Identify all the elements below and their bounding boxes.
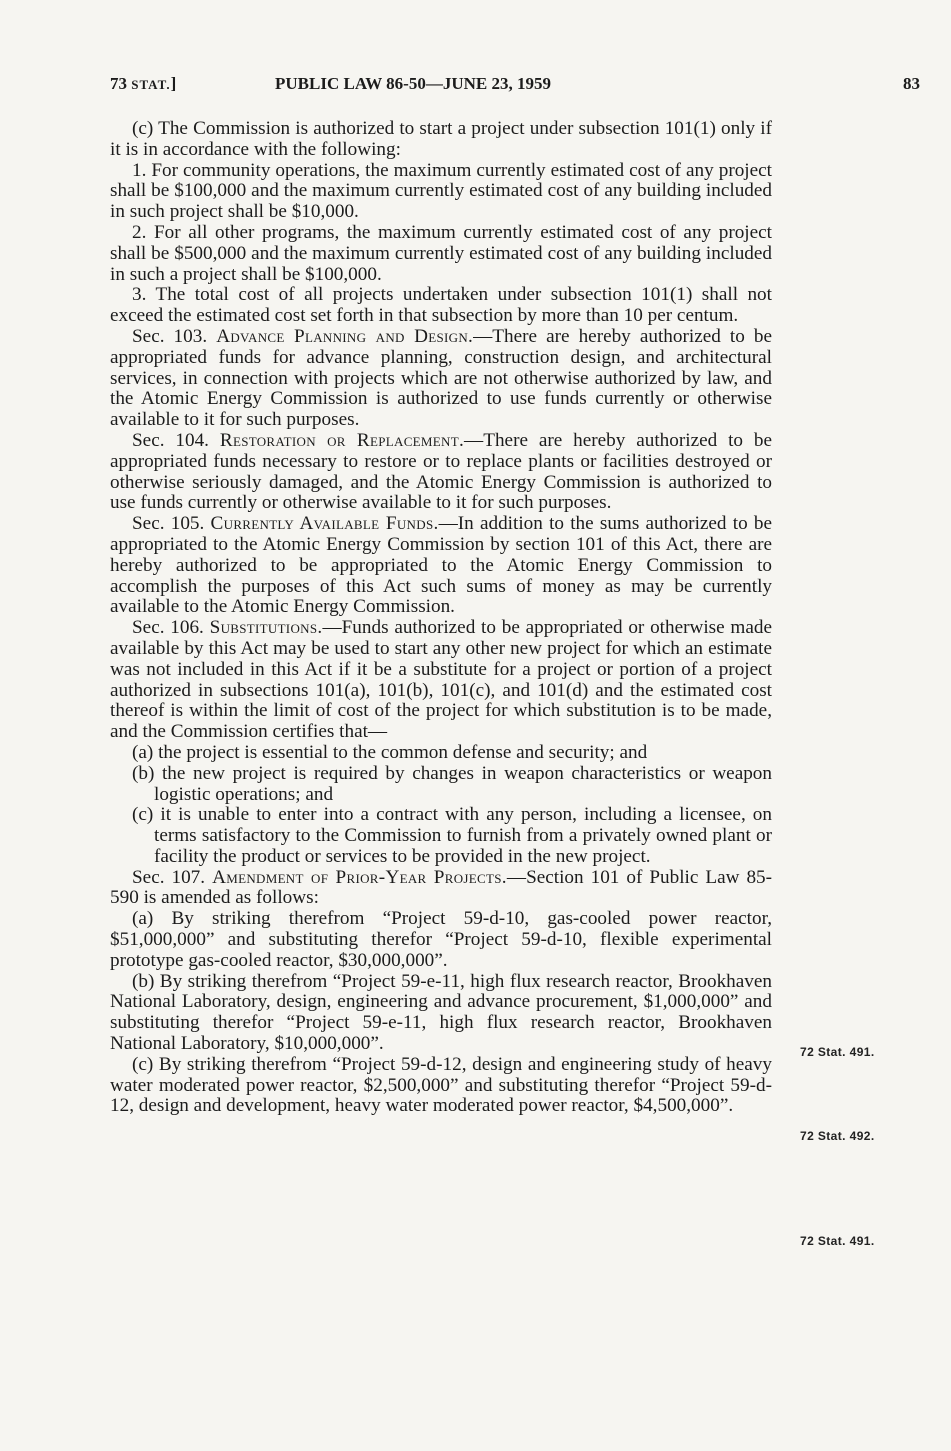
section-107-clause-b: (b) By striking therefrom “Project 59-e-11, high flux research reactor, Brookhaven National Laboratory, design, engineering and advance procurement, $1,000,000” and substituting therefor “Project 59-e-11, high flux research reactor, Brookhaven National Laboratory, $10,000,000”.	[110, 970, 772, 1055]
margin-note-stat: 72 Stat. 492.	[800, 1129, 875, 1143]
statute-citation	[110, 74, 176, 94]
section-107	[110, 868, 772, 910]
section-106-text: —Funds authorized to be appropriated or otherwise made available by this Act may be used to start any other new project for which an estimate was not included in this Act if it be a substitute for a project or portion of a project authorized in subsections 101(a), 101(b), 101(c), and 101(d) and the estimated cost thereof is within the limit of cost of the project for which substitution is to be made, and the Commission certifies that—	[110, 617, 772, 743]
section-106-heading: Substitutions.	[209, 617, 323, 639]
section-103-number: Sec. 103.	[132, 325, 208, 347]
stat-volume: 73	[110, 74, 127, 93]
section-106	[110, 618, 772, 743]
margin-note-stat: 72 Stat. 491.	[800, 1045, 875, 1059]
section-106-clause-b: (b) the new project is required by changes in weapon characteristics or weapon logistic operations; and	[132, 762, 772, 805]
section-103	[110, 327, 772, 431]
section-106-number: Sec. 106.	[132, 617, 204, 639]
paragraph-item-3: 3. The total cost of all projects undertaken under subsection 101(1) shall not exceed the estimated cost set forth in that subsection by more than 10 per centum.	[110, 284, 772, 327]
section-106-clause-a: (a) the project is essential to the common defense and security; and	[132, 741, 648, 763]
stat-bracket: ]	[170, 74, 177, 93]
page-title: PUBLIC LAW 86-50—JUNE 23, 1959	[275, 74, 551, 93]
stat-label: STAT.	[131, 77, 171, 92]
section-107-clause-c: (c) By striking therefrom “Project 59-d-12, design and engineering study of heavy water moderated power reactor, $2,500,000” and substituting therefor “Project 59-d-12, design and development, heavy water moderated power reactor, $4,500,000”.	[110, 1053, 772, 1117]
section-107-number: Sec. 107.	[132, 866, 206, 888]
section-105-number: Sec. 105.	[132, 513, 205, 535]
section-104-text: —There are hereby authorized to be appropriated funds necessary to restore or to replace plants or facilities destroyed or otherwise seriously damaged, and the Atomic Energy Commission is authorized to use funds currently or otherwise available to it for such purposes.	[110, 429, 772, 514]
section-105-text: —In addition to the sums authorized to be appropriated to the Atomic Energy Commission by section 101 of this Act, there are hereby authorized to be appropriated to the Atomic Energy Commission to accomplish the purposes of this Act such sums of money as may be currently available to the Atomic Energy Commission.	[110, 513, 772, 618]
section-105	[110, 514, 772, 618]
margin-note-stat: 72 Stat. 491.	[800, 1234, 875, 1248]
body-text	[110, 119, 772, 1117]
paragraph-c: (c) The Commission is authorized to start a project under subsection 101(1) only if it is in accordance with the following:	[110, 118, 772, 160]
section-103-text: —There are hereby authorized to be appropriated funds for advance planning, construction design, and architectural services, in connection with projects which are not otherwise authorized by law, and the Atomic Energy Commission is authorized to use funds currently or otherwise available to it for such purposes.	[110, 325, 772, 431]
page-number: 83	[903, 74, 920, 93]
running-head	[110, 74, 920, 100]
section-107-text: —Section 101 of Public Law 85-590 is amended as follows:	[110, 866, 773, 909]
section-106-clause-c: (c) it is unable to enter into a contract with any person, including a licensee, on terms satisfactory to the Commission to furnish from a privately owned plant or facility the product or services to be provided in the new project.	[132, 804, 772, 867]
section-103-heading: Advance Planning and Design.	[216, 325, 474, 347]
section-104-heading: Restoration or Replacement.	[219, 429, 465, 451]
section-107-clause-a: (a) By striking therefrom “Project 59-d-10, gas-cooled power reactor, $51,000,000” and substituting therefor “Project 59-d-10, flexible experimental prototype gas-cooled reactor, $30,000,000”.	[110, 908, 772, 971]
section-107-heading: Amendment of Prior-Year Projects.	[212, 866, 507, 888]
paragraph-item-1: 1. For community operations, the maximum currently estimated cost of any project shall be $100,000 and the maximum currently estimated cost of any building included in such project shall be $10,000.	[110, 159, 772, 223]
section-105-heading: Currently Available Funds.	[210, 513, 439, 535]
section-104	[110, 431, 772, 514]
paragraph-item-2: 2. For all other programs, the maximum currently estimated cost of any project shall be $500,000 and the maximum currently estimated cost of any building included in such a project shall be $100,000.	[110, 221, 772, 285]
section-104-number: Sec. 104.	[132, 429, 209, 451]
